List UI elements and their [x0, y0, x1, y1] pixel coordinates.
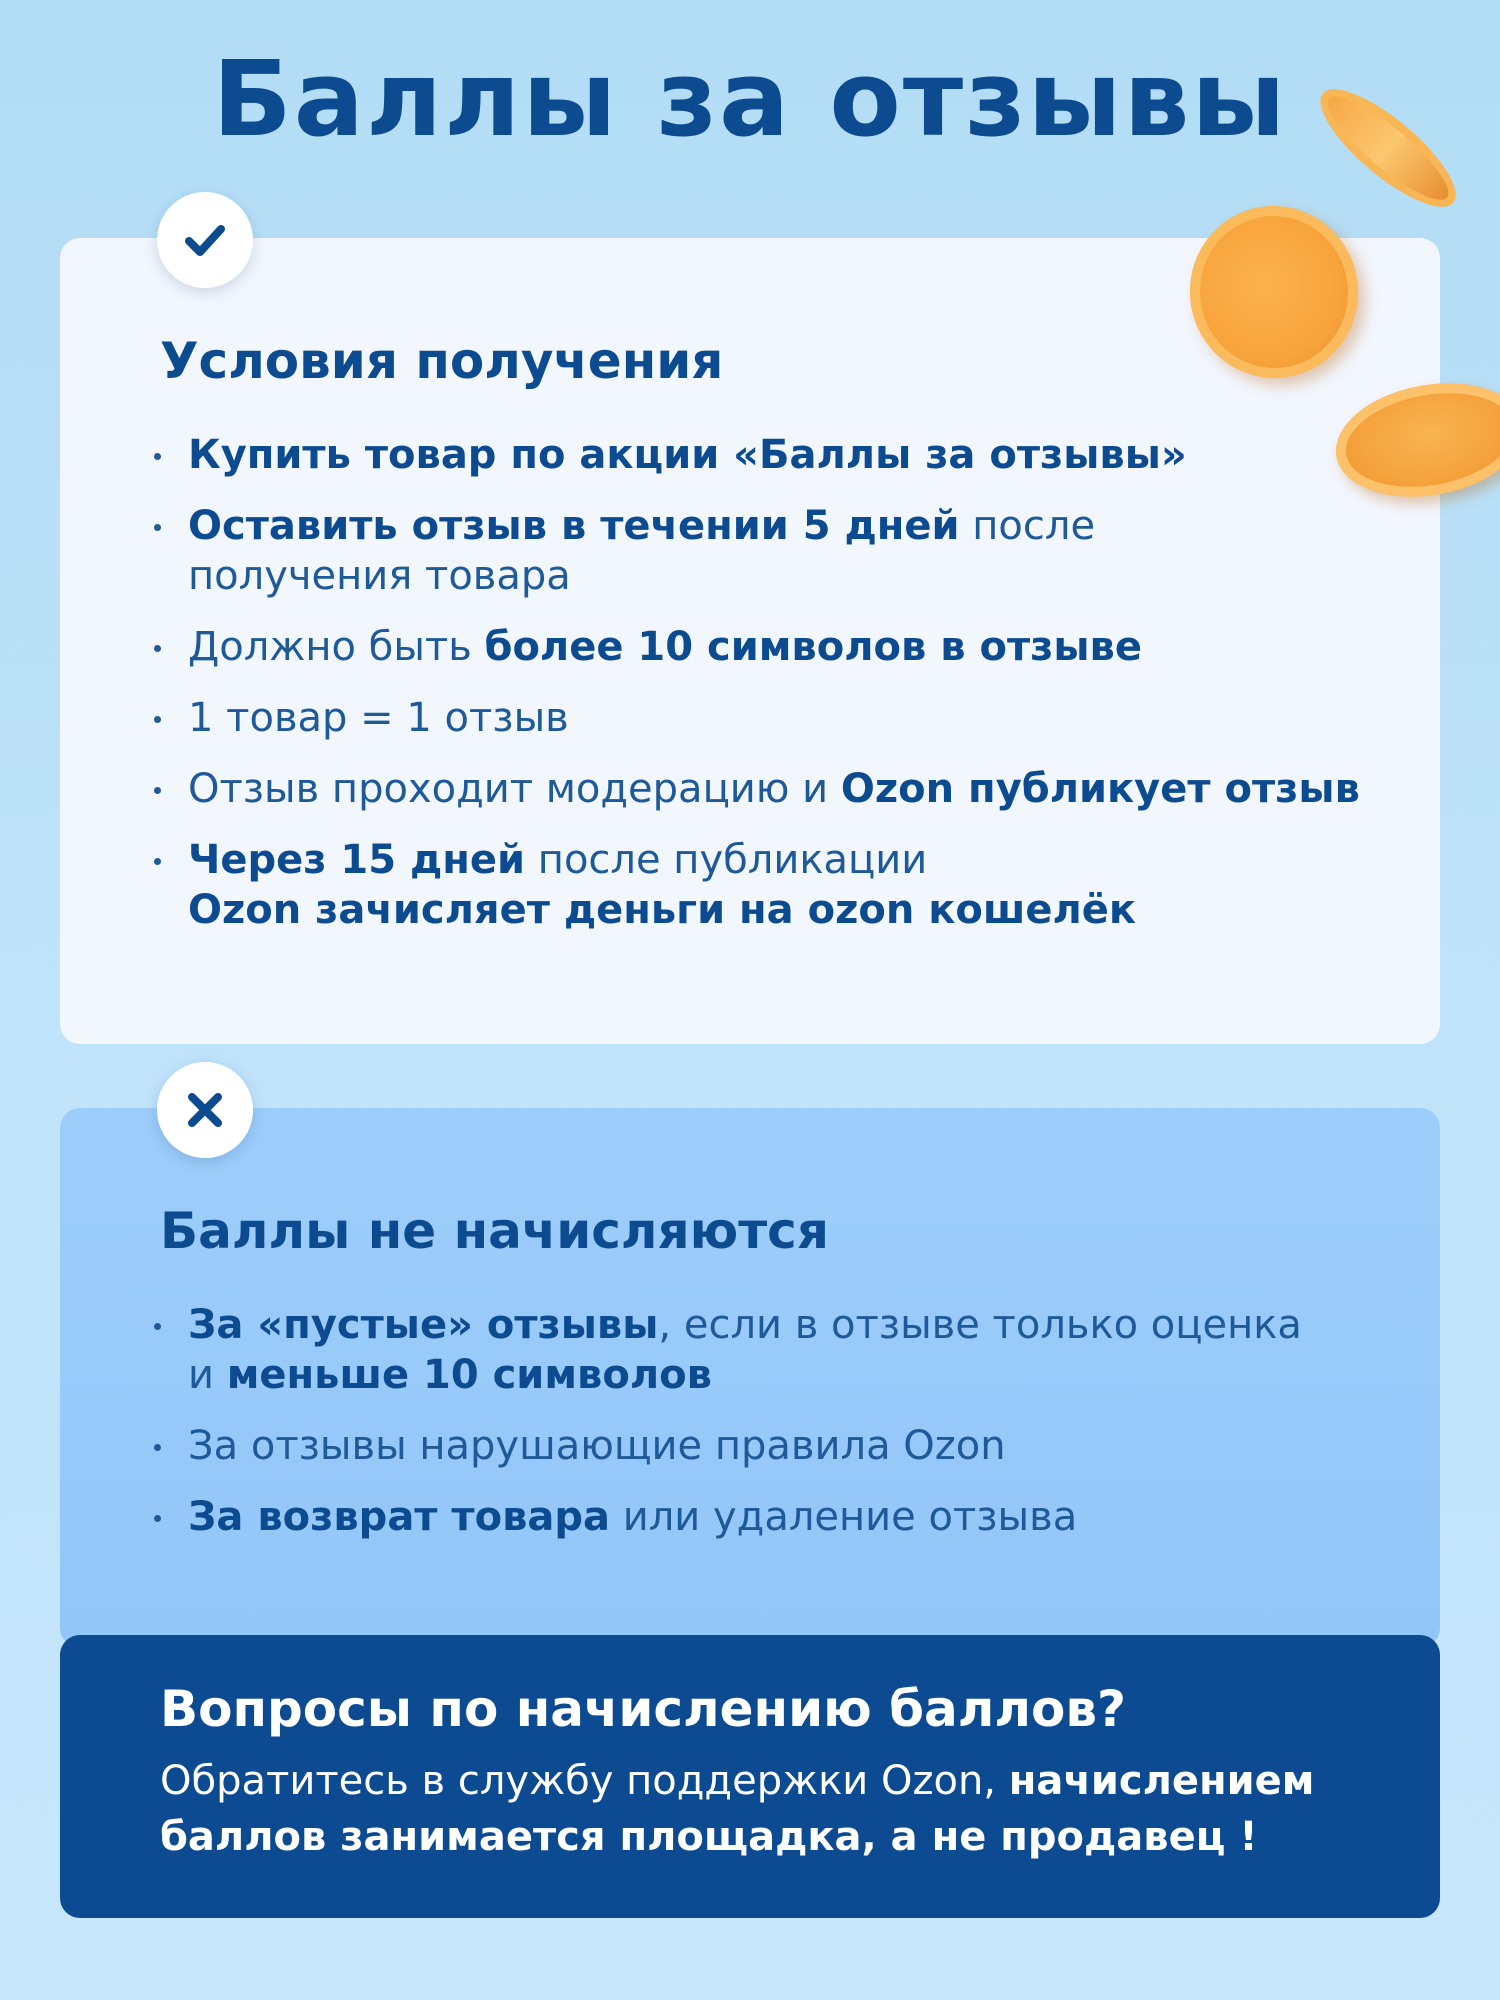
- bold-text: За возврат товара: [188, 1494, 611, 1540]
- list-item-line: [188, 1421, 1430, 1471]
- cross-badge: [157, 1062, 253, 1158]
- list-item: [150, 1300, 1430, 1400]
- questions-text-bold: начислением: [1008, 1758, 1315, 1804]
- list-item: [150, 1421, 1430, 1471]
- regular-text: Должно быть: [188, 624, 485, 670]
- regular-text: или удаление отзыва: [610, 1494, 1078, 1540]
- list-item: [150, 430, 1430, 480]
- bold-text: За «пустые» отзывы: [188, 1302, 659, 1348]
- bullet-dot: [154, 1444, 161, 1451]
- bold-text: меньше 10 символов: [226, 1352, 712, 1398]
- cross-icon: [181, 1086, 229, 1134]
- regular-text: после публикации: [525, 837, 928, 883]
- list-item: [150, 1492, 1430, 1542]
- bullet-dot: [154, 716, 161, 723]
- questions-text: [160, 1753, 1440, 1865]
- regular-text: и: [188, 1352, 227, 1398]
- questions-title: Вопросы по начислению баллов?: [160, 1680, 1127, 1738]
- page-title: Баллы за отзывы: [212, 38, 1288, 160]
- regular-text: после: [959, 503, 1096, 549]
- exclusions-list: [150, 1300, 1430, 1563]
- conditions-list: [150, 430, 1430, 956]
- regular-text: Отзыв проходит модерацию и: [188, 766, 841, 812]
- list-item: [150, 622, 1430, 672]
- bold-text: Ozon публикует отзыв: [840, 766, 1360, 812]
- list-item-line: [188, 622, 1430, 672]
- questions-card: [60, 1635, 1440, 1918]
- list-item-line: [188, 1492, 1430, 1542]
- bullet-dot: [154, 1515, 161, 1522]
- bullet-dot: [154, 787, 161, 794]
- bullet-dot: [154, 524, 161, 531]
- list-item: [150, 693, 1430, 743]
- list-item-line: [188, 551, 1430, 601]
- regular-text: За отзывы нарушающие правила Ozon: [188, 1423, 1006, 1469]
- conditions-title: Условия получения: [160, 332, 724, 390]
- regular-text: , если в отзыве только оценка: [658, 1302, 1302, 1348]
- questions-text-bold: баллов занимается площадка, а не продавец !: [160, 1814, 1258, 1860]
- bullet-dot: [154, 1323, 161, 1330]
- exclusions-title: Баллы не начисляются: [160, 1202, 829, 1260]
- list-item-line: [188, 835, 1430, 885]
- bold-text: Ozon зачисляет деньги на ozon кошелёк: [188, 887, 1137, 933]
- list-item-line: [188, 1300, 1430, 1350]
- list-item-line: [188, 1350, 1430, 1400]
- list-item-line: [188, 764, 1430, 814]
- bold-text: более 10 символов в отзыве: [484, 624, 1142, 670]
- questions-text-normal: Обратитесь в службу поддержки Ozon,: [160, 1758, 1009, 1804]
- bullet-dot: [154, 645, 161, 652]
- list-item-line: [188, 693, 1430, 743]
- regular-text: 1 товар = 1 отзыв: [188, 695, 569, 741]
- list-item: [150, 764, 1430, 814]
- list-item-line: [188, 501, 1430, 551]
- bullet-dot: [154, 858, 161, 865]
- bold-text: Купить товар по акции «Баллы за отзывы»: [188, 432, 1187, 478]
- regular-text: получения товара: [188, 553, 571, 599]
- list-item: [150, 835, 1430, 935]
- check-icon: [181, 216, 229, 264]
- check-badge: [157, 192, 253, 288]
- list-item-line: [188, 430, 1430, 480]
- bullet-dot: [154, 453, 161, 460]
- bold-text: Оставить отзыв в течении 5 дней: [188, 503, 960, 549]
- list-item: [150, 501, 1430, 601]
- bold-text: Через 15 дней: [188, 837, 526, 883]
- list-item-line: [188, 885, 1430, 935]
